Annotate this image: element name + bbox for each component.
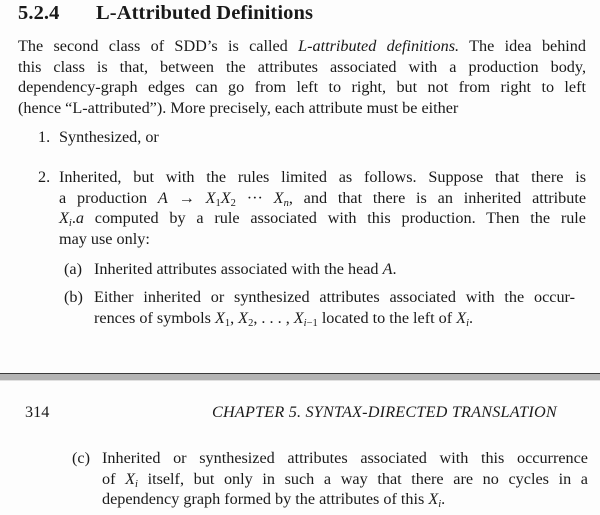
- intro-line-2: this class is that, between the attributes associated with a production body,: [18, 57, 586, 76]
- list-label: 2.: [38, 168, 51, 186]
- sublist-text: Inherited attributes associated with the head A.: [94, 260, 397, 278]
- page-number: 314: [25, 403, 50, 421]
- list-text: Synthesized, or: [59, 128, 159, 146]
- sublist-text: Inherited or synthesized attributes associated with this occurrence of $X_i$ itself, but only in such a way that there are no cycles in a dependency graph formed by the attributes of this $X_i$.: [102, 449, 588, 510]
- section-title: L-Attributed Definitions: [96, 2, 314, 24]
- section-number: 5.2.4: [18, 2, 60, 24]
- sublist-label: (a): [64, 260, 82, 278]
- intro-paragraph: [18, 36, 586, 118]
- sublist-label: (c): [72, 449, 90, 467]
- sublist-text: Either inherited or synthesized attributes associated with the occur- rences of symbols $X_1$, $X_2$, . . . , $X_{i-1}$ located to the left of $X_i$.: [94, 288, 575, 329]
- list-label: 1.: [38, 128, 51, 146]
- sublist-label: (b): [64, 288, 83, 306]
- section-heading: [18, 2, 313, 25]
- intro-line-3: dependency-graph edges can go from left to right, but not from right to left: [18, 78, 586, 96]
- chapter-header: CHAPTER 5. SYNTAX-DIRECTED TRANSLATION: [212, 403, 557, 421]
- intro-line-4: (hence “L-attributed”). More precisely, each attribute must be either: [18, 98, 459, 117]
- emphasis-term: L-attributed definitions.: [298, 37, 460, 55]
- page-separator: [0, 373, 600, 381]
- list-text: Inherited, but with the rules limited as follows. Suppose that there is a production $A \to X_1X_2$ ··· $X_n$, and that there is an inherited attribute $X_i.a$ computed by a rule associated with this production. Then the rule may use only:: [59, 168, 587, 248]
- intro-line-1: The second class of SDD’s is called L-attributed definitions. The idea behind: [18, 37, 586, 55]
